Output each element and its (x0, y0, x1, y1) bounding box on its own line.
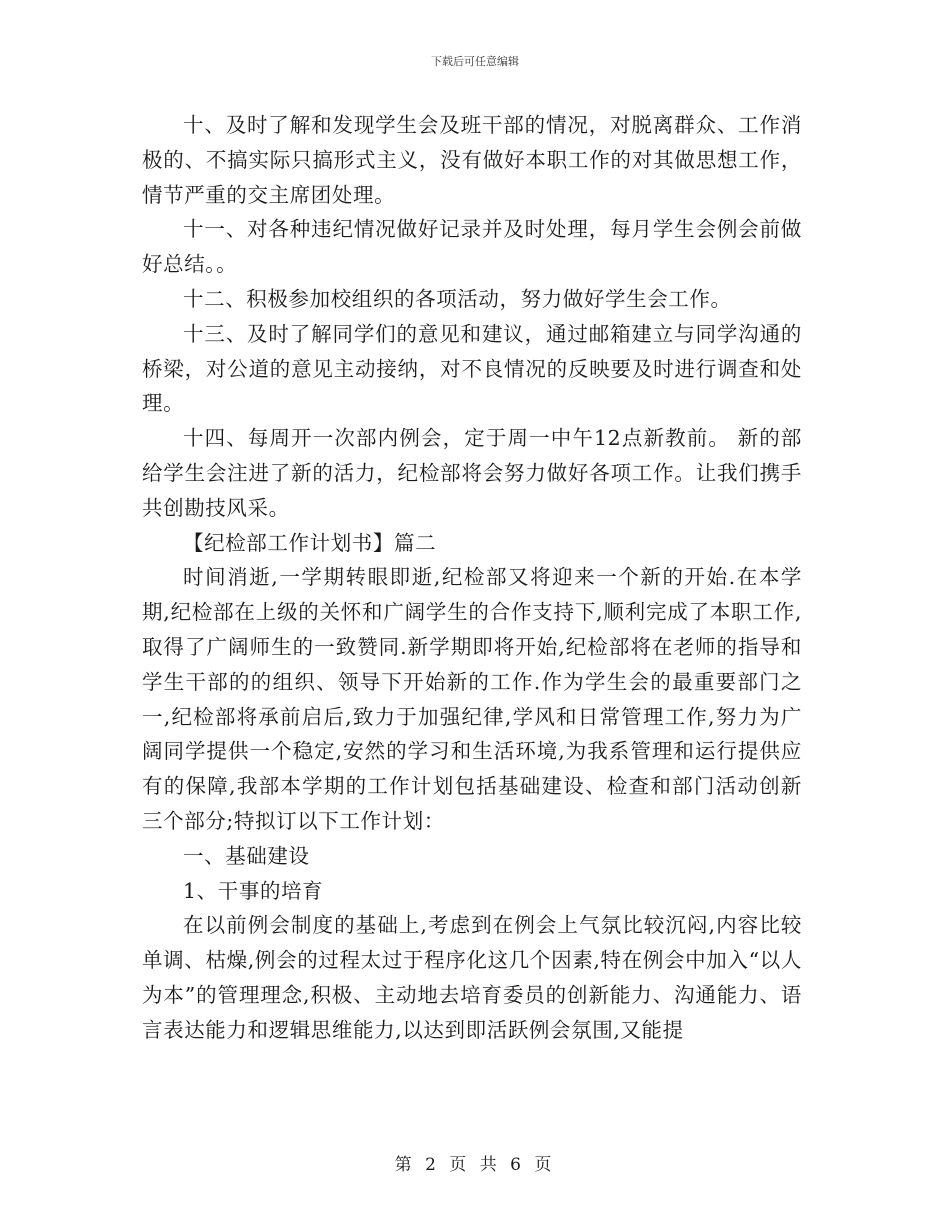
page-header: 下载后可任意编辑 (431, 55, 519, 68)
paragraph-12: 十二、积极参加校组织的各项活动，努力做好学生会工作。 (183, 286, 732, 311)
paragraph-meeting: 在以前例会制度的基础上,考虑到在例会上气氛比较沉闷,内容比较单调、枯燥,例会的过程太过于程序化这几个因素,特在例会中加入“以人为本”的管理理念,积极、主动地去培育委员的创新能力、沟通能力、语言表达能力和逻辑思维能力,以达到即活跃例会氛围,又能提 (142, 913, 802, 1042)
subheading-basic-construction: 一、基础建设 (183, 843, 310, 868)
paragraph-13: 十三、及时了解同学们的意见和建议，通过邮箱建立与同学沟通的桥梁，对公道的意见主动接纳，对不良情况的反映要及时进行调查和处理。 (142, 321, 802, 416)
section-heading: 【纪检部工作计划书】篇二 (183, 530, 437, 555)
paragraph-intro: 时间消逝,一学期转眼即逝,纪检部又将迎来一个新的开始.在本学期,纪检部在上级的关怀和广阔学生的合作支持下,顺利完成了本职工作,取得了广阔师生的一致赞同.新学期即将开始,纪检部将在老师的指导和学生干部的的组织、领导下开始新的工作.作为学生会的最重要部门之一,纪检部将承前启后,致力于加强纪律,学风和日常管理工作,努力为广阔同学提供一个稳定,安然的学习和生活环境,为我系管理和运行提供应有的保障,我部本学期的工作计划包括基础建设、检查和部门活动创新三个部分;特拟订以下工作计划： (142, 565, 802, 833)
paragraph-10: 十、及时了解和发现学生会及班干部的情况，对脱离群众、工作消极的、不搞实际只搞形式主义，没有做好本职工作的对其做思想工作，情节严重的交主席团处理。 (142, 113, 802, 207)
paragraph-14: 十四、每周开一次部内例会，定于周一中午12点新教前。 新的部给学生会注进了新的活力，纪检部将会努力做好各项工作。让我们携手共创勘技风采。 (142, 426, 802, 520)
page-footer: 第 2 页 共 6 页 (394, 1155, 556, 1175)
paragraph-11: 十一、对各种违纪情况做好记录并及时处理，每月学生会例会前做好总结。。 (142, 217, 802, 277)
document-body (142, 108, 802, 1048)
subheading-staff-training: 1、干事的培育 (183, 878, 324, 903)
